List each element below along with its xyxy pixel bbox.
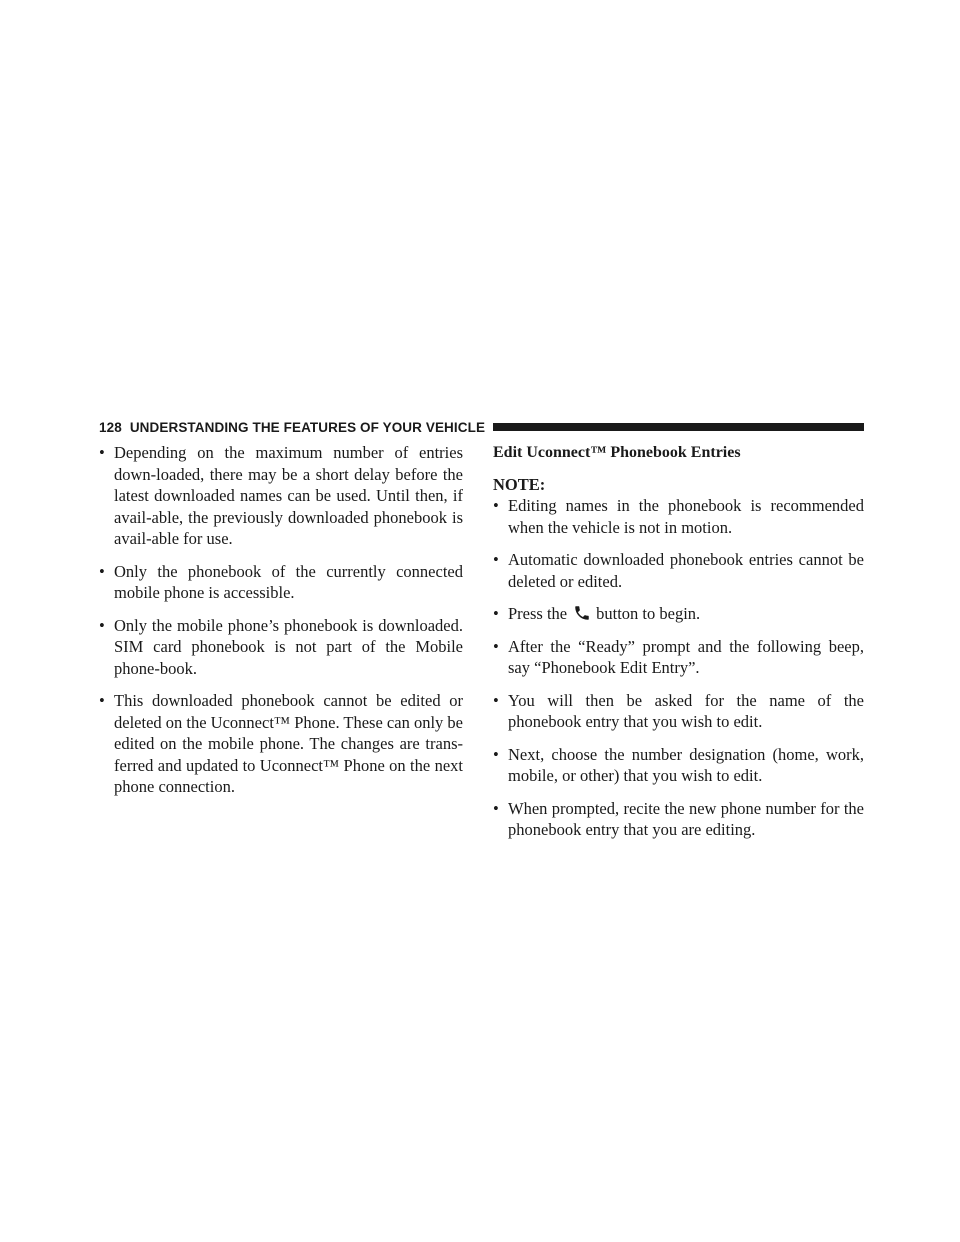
bullet-glyph: • (493, 550, 499, 569)
bullet-glyph: • (493, 744, 499, 764)
left-column (99, 442, 463, 809)
list-item (99, 690, 463, 798)
list-item-text: Next, choose the number designation (home, work, mobile, or other) that you wish to edit. (508, 744, 864, 785)
list-item (493, 603, 864, 625)
list-item (493, 495, 864, 538)
list-item (99, 615, 463, 680)
phone-icon (573, 604, 591, 622)
list-item-text (508, 603, 864, 625)
list-item (99, 442, 463, 550)
press-suffix: button to begin. (596, 604, 701, 623)
list-item (493, 744, 864, 787)
list-item (493, 636, 864, 679)
note-label: NOTE: (493, 474, 546, 494)
bullet-glyph: • (99, 615, 105, 635)
bullet-glyph: • (493, 496, 499, 515)
list-item-text: Automatic downloaded phonebook entries cannot be deleted or edited. (508, 550, 864, 591)
header-rule (493, 423, 864, 431)
list-item-text: When prompted, recite the new phone number for the phonebook entry that you are editing. (508, 798, 864, 839)
bullet-glyph: • (493, 690, 499, 710)
note-bullet-list (493, 495, 864, 841)
list-item-text: Depending on the maximum number of entries down-loaded, there may be a short delay before the latest downloaded names can be used. Until then, if avail-able, the previously downloaded phonebook is avail-able for use. (114, 443, 463, 548)
list-item-text: Editing names in the phonebook is recommended when the vehicle is not in motion. (508, 496, 864, 537)
list-item (493, 549, 864, 592)
right-column (493, 442, 864, 852)
list-item (493, 798, 864, 841)
list-item-text: You will then be asked for the name of the phonebook entry that you wish to edit. (508, 690, 864, 731)
section-title: UNDERSTANDING THE FEATURES OF YOUR VEHICLE (129, 419, 486, 435)
bullet-glyph: • (99, 691, 105, 710)
list-item-text: Only the mobile phone’s phonebook is downloaded. SIM card phonebook is not part of the Mobile phone-book. (114, 615, 463, 678)
bullet-glyph: • (99, 443, 105, 462)
left-bullet-list (99, 442, 463, 798)
list-item-text: This downloaded phonebook cannot be edited or deleted on the Uconnect™ Phone. These can only be edited on the mobile phone. The changes are trans-ferred and updated to Uconnect™ Phone on the next phone connection. (114, 691, 463, 796)
page-header (99, 417, 864, 437)
bullet-glyph: • (493, 604, 499, 623)
list-item (493, 690, 864, 733)
list-item-text: Only the phonebook of the currently connected mobile phone is accessible. (114, 561, 463, 602)
bullet-glyph: • (493, 636, 499, 656)
page-number: 128 (99, 419, 122, 435)
bullet-glyph: • (493, 798, 499, 818)
list-item-text: After the “Ready” prompt and the following beep, say “Phonebook Edit Entry”. (508, 636, 864, 677)
list-item (99, 561, 463, 604)
press-prefix: Press the (508, 604, 568, 623)
section-heading: Edit Uconnect™ Phonebook Entries (493, 444, 741, 461)
bullet-glyph: • (99, 561, 105, 581)
